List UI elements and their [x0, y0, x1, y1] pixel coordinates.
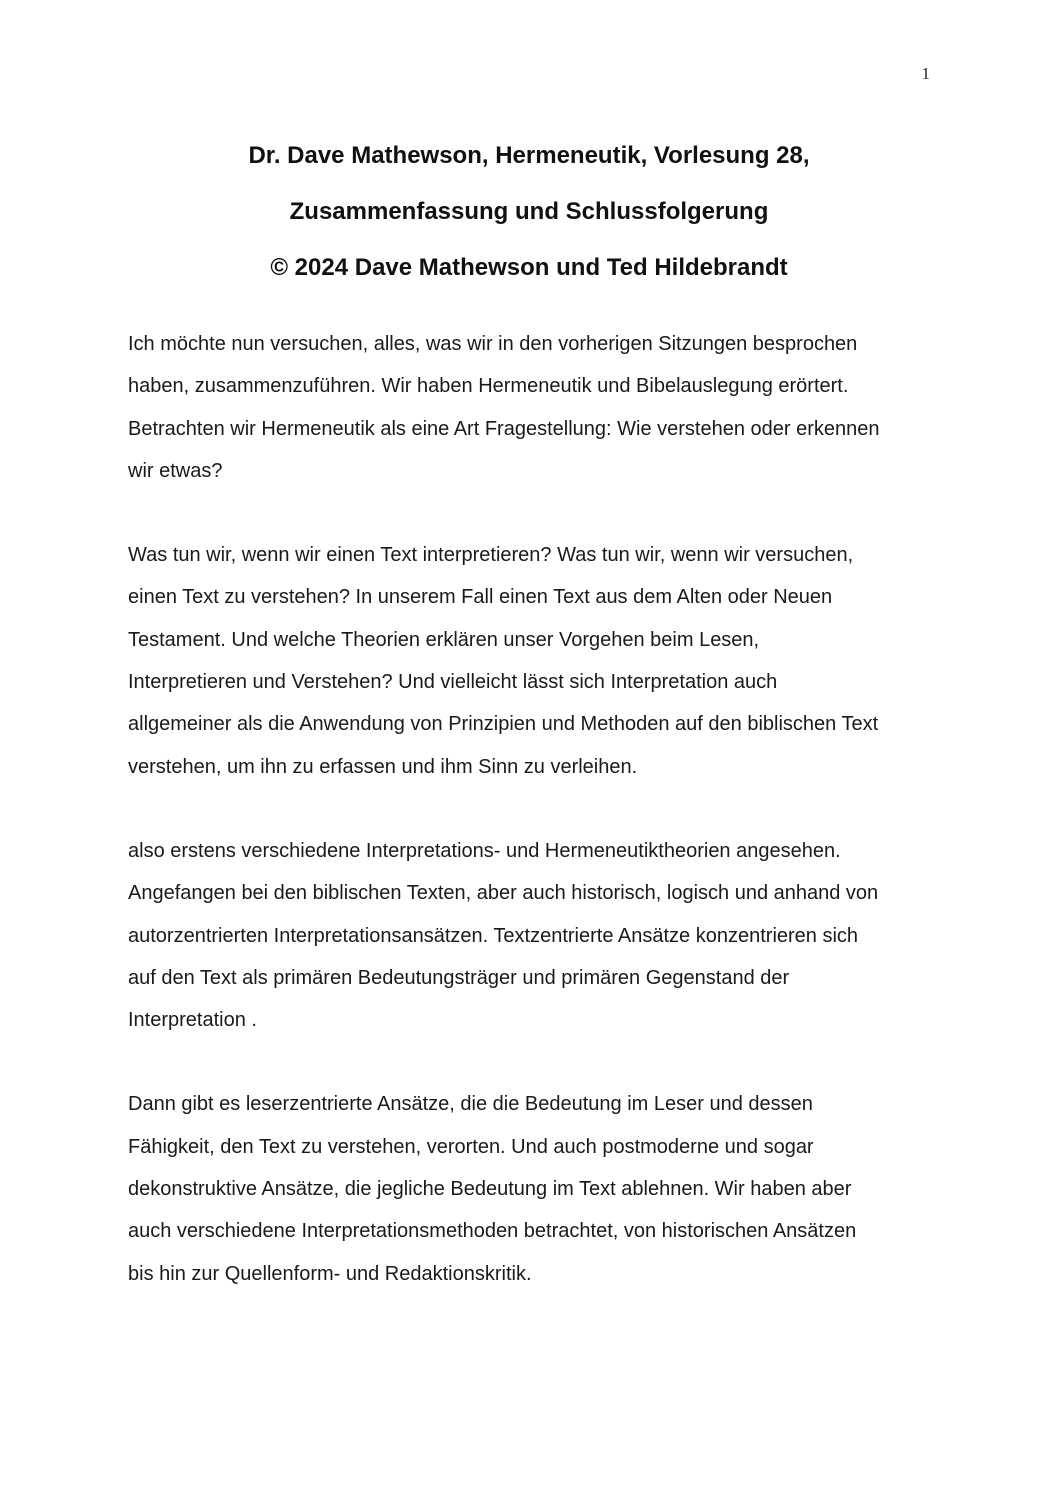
paragraph-4 [128, 1083, 943, 1294]
text-line: auch verschiedene Interpretationsmethoden betrachtet, von historischen Ansätzen [128, 1220, 857, 1243]
text-line: Was tun wir, wenn wir einen Text interpretieren? Was tun wir, wenn wir versuchen, [128, 544, 854, 567]
paragraph-3 [128, 830, 943, 1041]
text-line: allgemeiner als die Anwendung von Prinzipien und Methoden auf den biblischen Text [128, 713, 879, 736]
text-line: bis hin zur Quellenform- und Redaktionskritik. [128, 1262, 532, 1285]
text-line: Fähigkeit, den Text zu verstehen, verorten. Und auch postmoderne und sogar [128, 1135, 814, 1158]
page-number: 1 [921, 64, 930, 83]
text-line: also erstens verschiedene Interpretations- und Hermeneutiktheorien angesehen. [128, 839, 841, 862]
text-line: Angefangen bei den biblischen Texten, aber auch historisch, logisch und anhand von [128, 882, 879, 905]
paragraph-1 [128, 323, 943, 492]
paragraph-2 [128, 534, 943, 788]
text-line: wir etwas? [128, 459, 223, 482]
document-title [0, 128, 1058, 296]
title-line-1: Dr. Dave Mathewson, Hermeneutik, Vorlesung 28, [248, 142, 810, 169]
text-line: dekonstruktive Ansätze, die jegliche Bedeutung im Text ablehnen. Wir haben aber [128, 1178, 852, 1201]
document-body [128, 323, 943, 1337]
text-line: auf den Text als primären Bedeutungsträger und primären Gegenstand der [128, 966, 790, 989]
text-line: Interpretation . [128, 1009, 257, 1032]
copyright-line: © 2024 Dave Mathewson und Ted Hildebrandt [270, 254, 788, 281]
text-line: verstehen, um ihn zu erfassen und ihm Sinn zu verleihen. [128, 755, 638, 778]
text-line: Ich möchte nun versuchen, alles, was wir in den vorherigen Sitzungen besprochen [128, 333, 858, 355]
text-line: einen Text zu verstehen? In unserem Fall einen Text aus dem Alten oder Neuen [128, 586, 833, 609]
text-line: Interpretieren und Verstehen? Und vielleicht lässt sich Interpretation auch [128, 671, 778, 694]
text-line: Dann gibt es leserzentrierte Ansätze, die die Bedeutung im Leser und dessen [128, 1093, 813, 1116]
text-line: autorzentrierten Interpretationsansätzen. Textzentrierte Ansätze konzentrieren sich [128, 924, 859, 947]
text-line: haben, zusammenzuführen. Wir haben Hermeneutik und Bibelauslegung erörtert. [128, 375, 849, 398]
text-line: Betrachten wir Hermeneutik als eine Art Fragestellung: Wie verstehen oder erkennen [128, 417, 880, 440]
title-line-2: Zusammenfassung und Schlussfolgerung [289, 198, 769, 225]
text-line: Testament. Und welche Theorien erklären unser Vorgehen beim Lesen, [128, 628, 760, 651]
